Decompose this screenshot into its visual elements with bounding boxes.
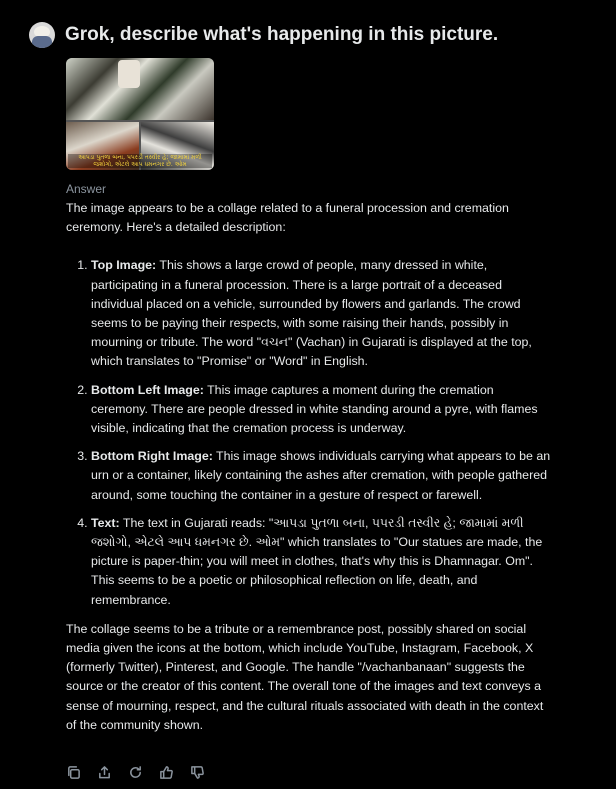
list-item-text: This image shows individuals carrying what appears to be an urn or a container, likely containing the ashes after cremation, with people gathered around, some touching the container in a gesture of respect or farewell. [91,449,551,502]
collage-top-image [66,58,214,120]
response-actions [66,765,208,783]
list-item-title: Bottom Left Image: [91,382,204,397]
answer-intro: The image appears to be a collage related to a funeral procession and cremation ceremony. Here's a detailed description: [66,201,509,235]
answer-list [66,256,552,609]
share-icon[interactable] [97,765,115,783]
avatar-body [32,36,52,48]
list-item-title: Top Image: [91,258,157,273]
list-item [91,381,552,439]
list-item-title: Bottom Right Image: [91,449,213,464]
list-item-text: This image captures a moment during the cremation ceremony. There are people dressed in white standing around a pyre, with flames visible, indicating that the cremation process is underway. [91,382,538,436]
copy-icon[interactable] [66,765,84,783]
answer-outro: The collage seems to be a tribute or a remembrance post, possibly shared on social media given the icons at the bottom, which include YouTube, Instagram, Facebook, X (formerly Twitter), Pinterest, and Google. The handle "/vachanbanaan" suggests the source or the creator of this content. The overall tone of the images and text conveys a sense of mourning, respect, and the cultural rituals associated with death in the context of the community shown. [66,621,544,732]
list-item [91,256,552,371]
thumbs-up-icon[interactable] [159,765,177,783]
answer-label: Answer [66,182,107,196]
thumbs-down-icon[interactable] [190,765,208,783]
list-item [91,447,552,505]
user-prompt: Grok, describe what's happening in this picture. [65,24,499,45]
list-item-title: Text: [91,515,120,530]
list-item [91,514,552,610]
attached-image[interactable] [66,58,214,170]
regenerate-icon[interactable] [128,765,146,783]
collage-caption: આપડા પુતળા બના, પપરડી તસ્વીર હે; જામામાં મળી જશોગો, એટલે આપ ધમનગર છે. ઓમ [68,154,212,168]
list-item-text: This shows a large crowd of people, many dressed in white, participating in a funeral procession. There is a large portrait of a deceased individual placed on a vehicle, surrounded by flowers and garlands. The crowd seems to be paying their respects, with some raising their hands, possibly in mourning or tribute. The word "વચન" (Vachan) in Gujarati is displayed at the top, which translates to "Promise" or "Word" in English. [91,258,532,369]
list-item-text: The text in Gujarati reads: "આપડા પુતળા બના, પપરડી તસ્વીર હે; જામામાં મળી જશોગો, એટલે આપ ધમનગર છે. ઓમ" which translates to "Our statues are made, the picture is paper-thin; you will meet in clothes, that's why this is Dhamnagar. Om". This seems to be a poetic or philosophical reflection on life, death, and remembrance. [91,515,543,607]
answer-content [66,199,552,735]
user-avatar[interactable] [29,22,55,48]
